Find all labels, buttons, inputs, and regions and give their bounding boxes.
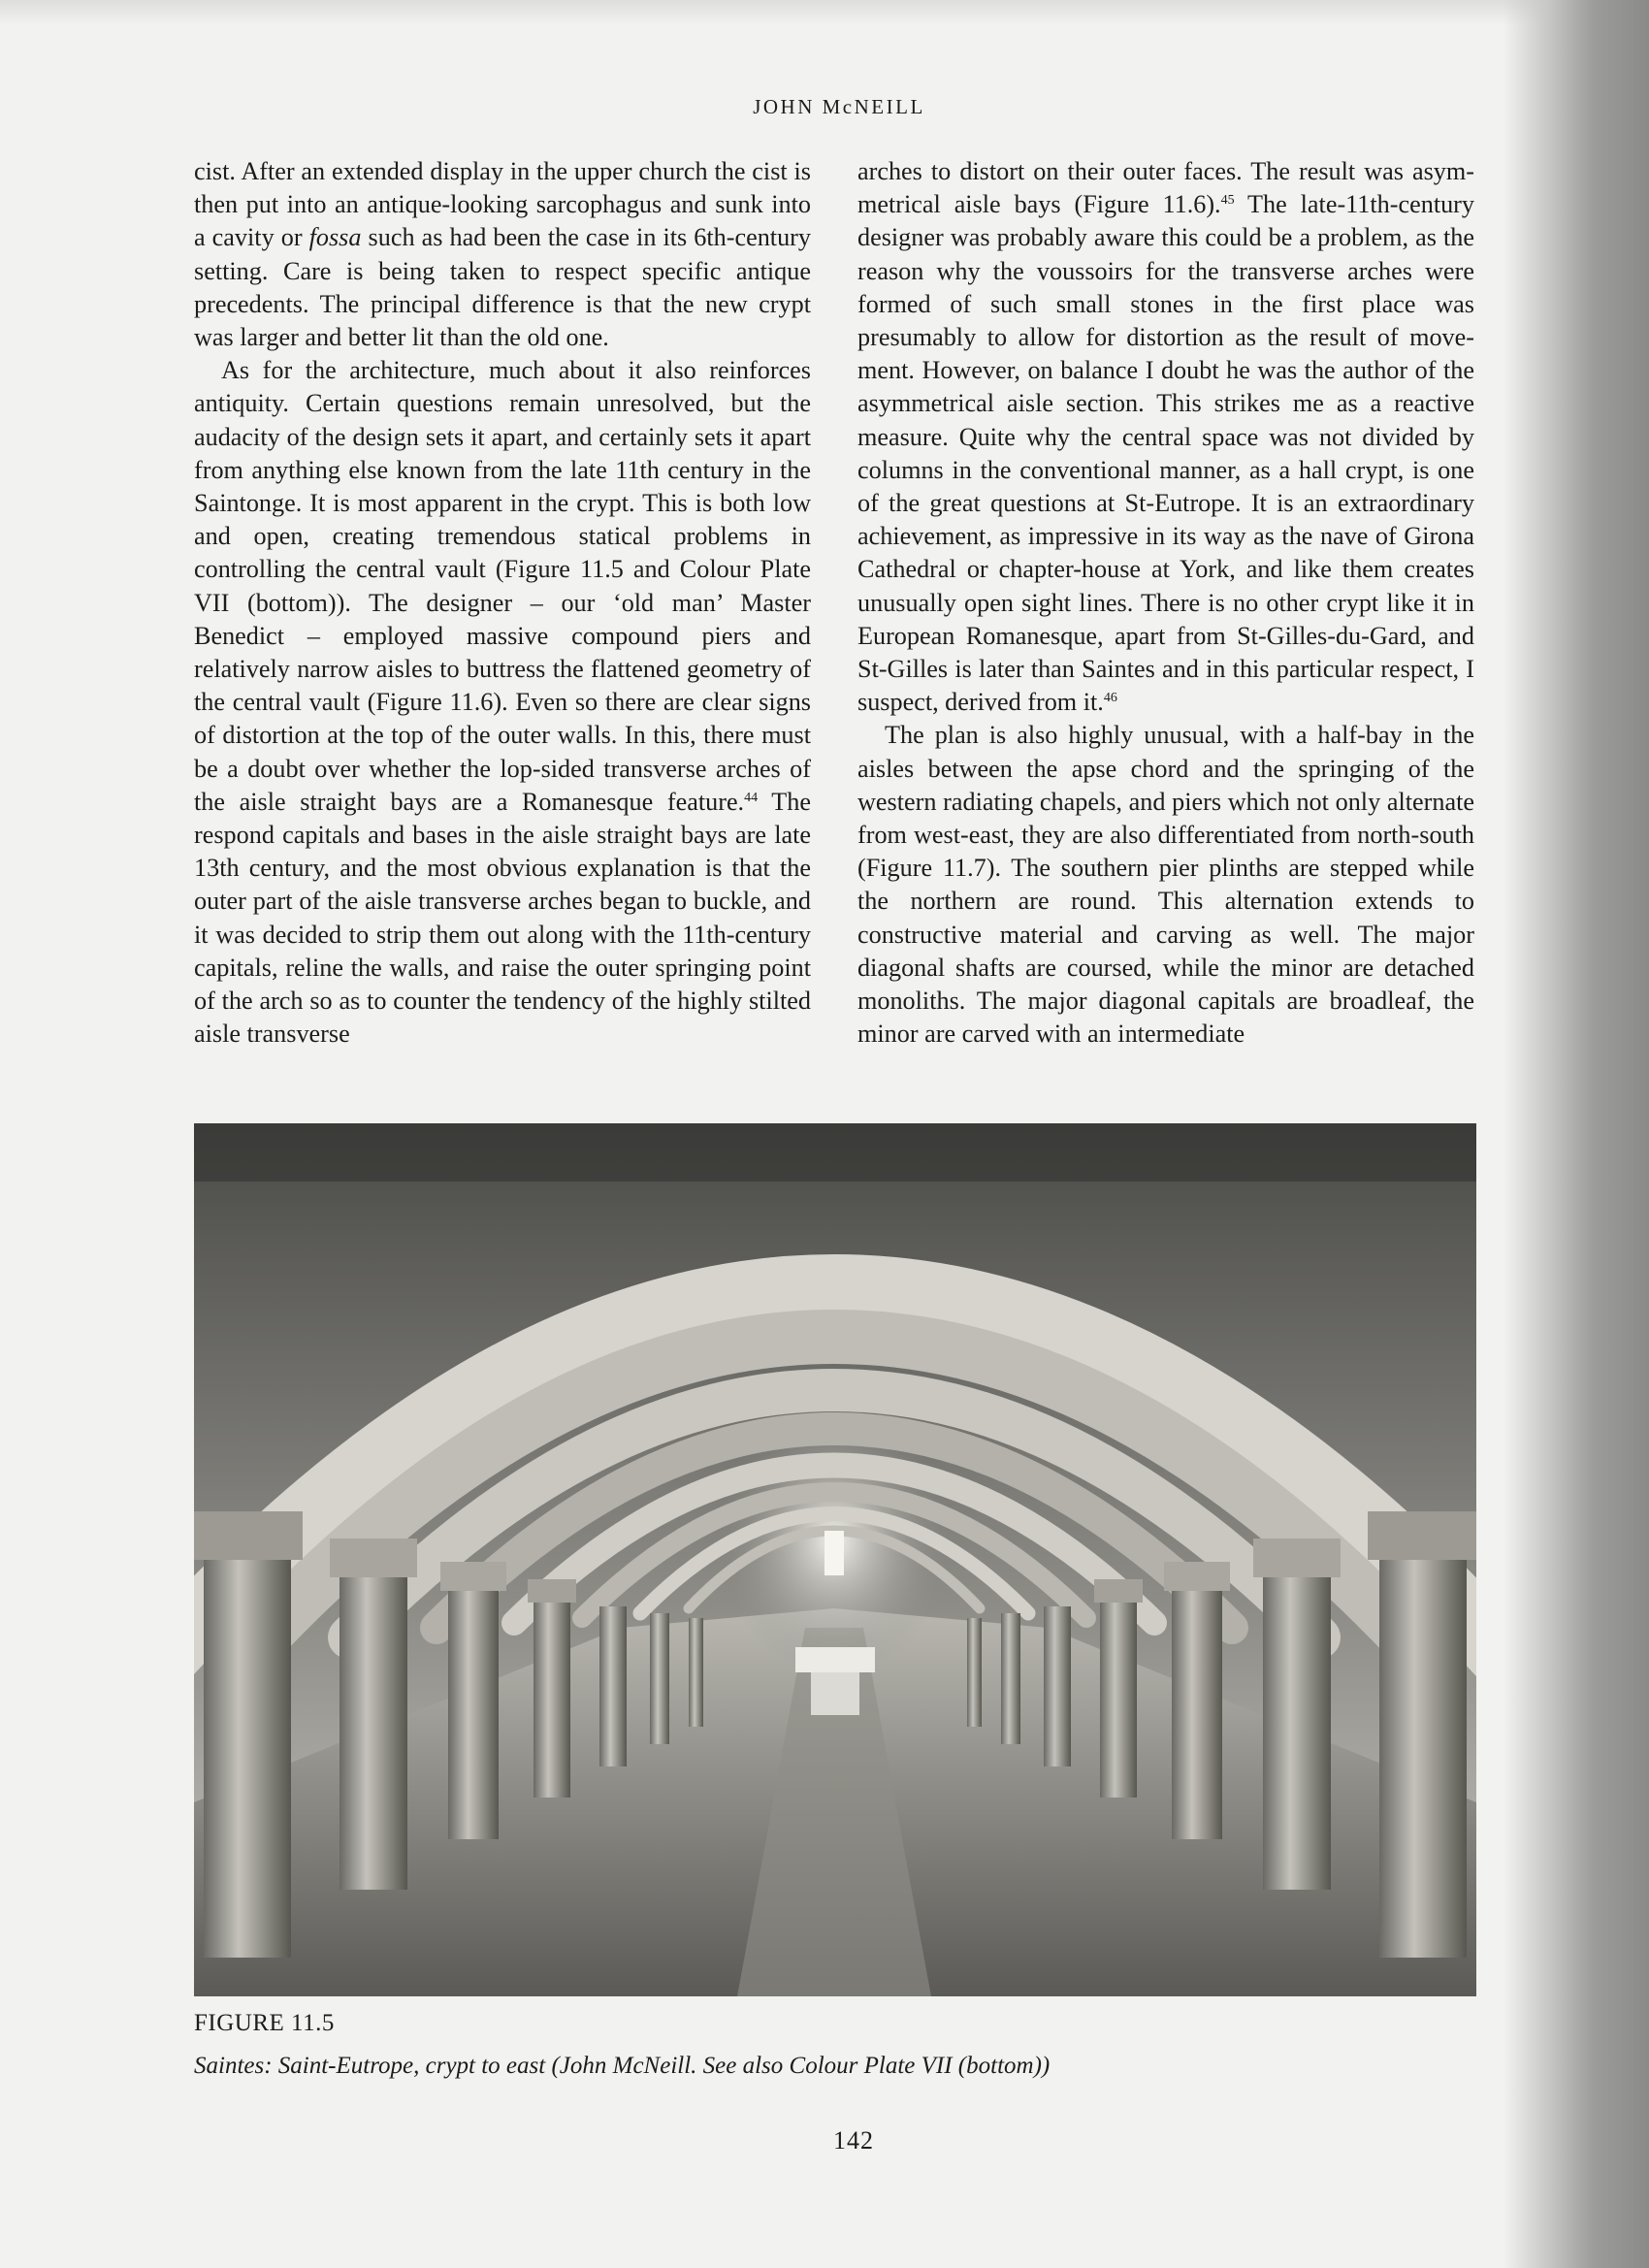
running-head: [679, 95, 999, 119]
left-text-column: [194, 155, 811, 1051]
footnote-ref-44[interactable]: 44: [744, 790, 759, 805]
footnote-ref-46[interactable]: 46: [1103, 691, 1117, 706]
right-text-column: [857, 155, 1474, 1051]
page-number: [776, 2126, 931, 2155]
right-p1-rest: The late-11th-century designer was probably aware this could be a problem, as the reason why the voussoirs for the transverse arches were formed of such small stones in the first place was presumably to allow for distortion as the result of movement. However, on balance I doubt he was the author of the asymmetrical aisle section. This strikes me as a reactive measure. Quite why the central space was not divided by columns in the conventional manner, as a hall crypt, is one of the great questions at St-Eutrope. It is an extraordinary achievement, as impressive in its way as the nave of Girona Cathedral or chapter-house at York, and like them creates unusually open sight lines. There is no other crypt like it in European Romanesque, apart from St-Gilles-du-Gard, and St-Gilles is later than Saintes and in this particular respect, I suspect, derived from it.: [857, 190, 1474, 717]
left-p1-rest: such as had been the case in its 6th-century setting. Care is being taken to respect specific antique precedents. The principal difference is that the new crypt was larger and better lit than the old one.: [194, 223, 811, 352]
crypt-photograph: [194, 1123, 1476, 1996]
left-p1-text: cist. After an extended display in the upper church the cist is then put into an antique-looking sarcophagus and sunk into a cavity or: [194, 157, 811, 252]
crypt-photo-illustration: [194, 1123, 1476, 1996]
figure-label-text: FIGURE 11.5: [194, 2010, 335, 2036]
figure-caption-text: Saintes: Saint-Eutrope, crypt to east (John McNeill. See also Colour Plate VII (bottom)): [194, 2053, 1051, 2079]
left-p2-rest: The respond capitals and bases in the aisle straight bays are late 13th century, and the most obvious explanation is that the outer part of the aisle transverse arches began to buckle, and it was decided to strip them out along with the 11th-century capitals, reline the walls, and raise the outer springing point of the arch so as to counter the tendency of the highly stilted aisle transverse: [194, 787, 811, 1049]
figure-label: [194, 2010, 335, 2037]
left-p2-text: As for the architecture, much about it also reinforces antiquity. Certain questions remain unresolved, but the audacity of the design sets it apart, and certainly sets it apart from anything else known from the late 11th century in the Saintonge. It is most apparent in the crypt. This is both low and open, creating tremendous statical problems in controlling the central vault (Figure 11.5 and Colour Plate VII (bottom)). The designer – our ‘old man’ Master Benedict – employed massive compound piers and relatively narrow aisles to buttress the flattened geometry of the central vault (Figure 11.6). Even so there are clear signs of distortion at the top of the outer walls. In this, there must be a doubt over whether the lop-sided transverse arches of the aisle straight bays are a Romanesque feature.: [194, 356, 811, 816]
binding-shadow: [1504, 0, 1649, 2268]
right-p1-text: arches to distort on their outer faces. The result was asymmetrical aisle bays (Figure 11.6).: [857, 157, 1474, 219]
left-paragraph-1: [194, 155, 811, 354]
left-paragraph-2: [194, 354, 811, 1051]
footnote-ref-45[interactable]: 45: [1220, 193, 1235, 209]
left-p1-italic: fossa: [308, 223, 362, 252]
right-p2-text: The plan is also highly unusual, with a half-bay in the aisles between the apse chord and the springing of the western radiating chapels, and piers which not only alternate from west-east, they are also differentiated from north-south (Figure 11.7). The southern pier plinths are stepped while the northern are round. This alternation extends to constructive material and carving as well. The major diagonal shafts are coursed, while the minor are detached monoliths. The major diagonal capitals are broadleaf, the minor are carved with an intermediate: [857, 721, 1474, 1049]
right-paragraph-1: [857, 155, 1474, 719]
right-paragraph-2: [857, 719, 1474, 1051]
page-top-shadow: [0, 0, 1649, 25]
page-number-text: 142: [833, 2126, 874, 2155]
running-head-text: JOHN McNEILL: [753, 95, 925, 118]
figure-caption: [194, 2053, 1455, 2080]
